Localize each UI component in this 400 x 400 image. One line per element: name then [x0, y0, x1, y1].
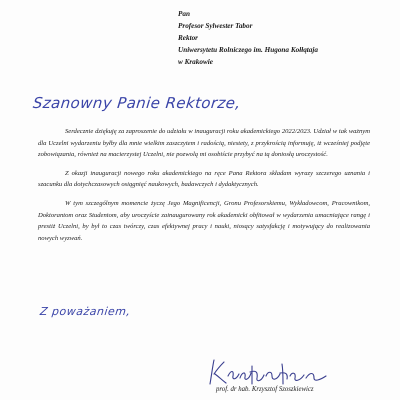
handwritten-closing: Z poważaniem, [39, 305, 132, 318]
addressee-line: Profesor Sylwester Tabor [178, 22, 253, 30]
body-paragraph: W tym szczególnym momencie życzę Jego Magnificencji, Gronu Profesorskiemu, Wykładowcom, Pracownikom, Doktorantom oraz Studentom, aby uroczyście zainaugurowany rok akademicki obfitował w wydarzenia umacniające rangę i prestiż Uczelni, by był to czas twórczy, czas efektywnej pracy i nauki, niosący satysfakcję i motywujący do realizowania nowych wyzwań. [38, 199, 370, 242]
body-paragraph: Z okazji inauguracji nowego roku akademickiego na ręce Pana Rektora składam wyrazy szczerego uznania i szacunku dla dotychczasowych osiągnięć naukowych, badawczych i dydaktycznych. [38, 169, 370, 189]
addressee-line: Rektor [178, 34, 198, 42]
body-paragraph: Serdecznie dziękuję za zaproszenie do udziału w inauguracji roku akademickiego 2022/2023. Udział w tak ważnym dla Uczelni wydarzeniu byłby dla mnie wielkim zaszczytem i radością, niestety, z przykrością informuję, iż wcześniej podjęte zobowiązania, również na macierzystej Uczelni, nie pozwolą mi osobiście przybyć na tą doniosłą uroczystość. [38, 128, 370, 159]
addressee-line: Uniwersytetu Rolniczego im. Hugona Kołłątaja [178, 46, 318, 54]
addressee-block [178, 8, 388, 68]
handwritten-salutation: Szanowny Panie Rektorze, [32, 94, 242, 112]
letter-body [38, 126, 370, 251]
signer-name: prof. dr hab. Krzysztof Szoszkiewicz [216, 386, 314, 393]
signature-image [206, 358, 336, 388]
addressee-line: Pan [178, 10, 190, 18]
addressee-line: w Krakowie [178, 58, 213, 66]
